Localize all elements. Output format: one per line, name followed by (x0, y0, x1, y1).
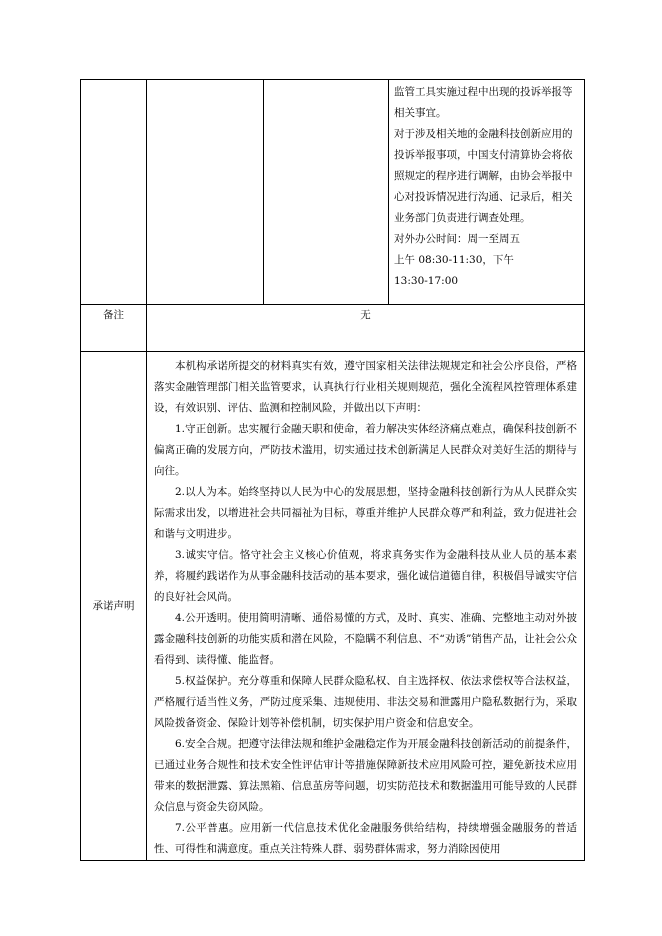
pledge-item: 1.守正创新。忠实履行金融天职和使命，着力解决实体经济痛点难点，确保科技创新不偏离正确的发展方向，严防技术滥用，切实通过技术创新满足人民群众对美好生活的期待与向往。 (154, 423, 577, 477)
pledge-content (147, 352, 585, 861)
contact-line: 监管工具实施过程中出现的投诉举报等相关事宜。 (394, 86, 573, 119)
pledge-item: 3.诚实守信。恪守社会主义核心价值观，将求真务实作为金融科技从业人员的基本素养，将履约践诺作为从事金融科技活动的基本要求，强化诚信道德自律，积极倡导诚实守信的良好社会风尚。 (154, 549, 577, 603)
pledge-item: 4.公开透明。使用简明清晰、通俗易懂的方式，及时、真实、准确、完整地主动对外披露金融科技创新的功能实质和潜在风险，不隐瞒不利信息、不“劝诱”销售产品，让社会公众看得到、读得懂、能监督。 (154, 612, 577, 666)
contact-line: 对于涉及相关地的金融科技创新应用的投诉举报事项，中国支付清算协会将依照规定的程序进行调解，由协会举报中心对投诉情况进行沟通、记录后，相关业务部门负责进行调查处理。 (394, 128, 573, 224)
empty-cell-2 (147, 80, 264, 305)
office-hours-afternoon: 13:30-17:00 (394, 275, 459, 287)
contact-row (81, 80, 585, 305)
declaration-table (80, 79, 585, 861)
empty-cell-3 (264, 80, 389, 305)
pledge-item: 7.公平普惠。应用新一代信息技术优化金融服务供给结构，持续增强金融服务的普适性、可得性和满意度。重点关注特殊人群、弱势群体需求，努力消除因使用 (154, 822, 577, 855)
contact-info-cell (389, 80, 585, 305)
remarks-value: 无 (147, 305, 585, 352)
pledge-item: 2.以人为本。始终坚持以人民为中心的发展思想，坚持金融科技创新行为从人民群众实际需求出发，以增进社会共同福祉为目标，尊重并维护人民群众尊严和利益，致力促进社会和谐与文明进步。 (154, 486, 577, 540)
remarks-row (81, 305, 585, 352)
pledge-item: 6.安全合规。把遵守法律法规和维护金融稳定作为开展金融科技创新活动的前提条件，已通过业务合规性和技术安全性评估审计等措施保障新技术应用风险可控，避免新技术应用带来的数据泄露、算法黑箱、信息茧房等问题，切实防范技术和数据滥用可能导致的人民群众信息与资金失窃风险。 (154, 738, 577, 813)
empty-cell-1 (81, 80, 147, 305)
pledge-label: 承诺声明 (81, 352, 147, 861)
pledge-row (81, 352, 585, 861)
pledge-intro: 本机构承诺所提交的材料真实有效，遵守国家相关法律法规规定和社会公序良俗，严格落实金融管理部门相关监管要求，认真执行行业相关规则规范，强化全流程风控管理体系建设，有效识别、评估、监测和控制风险，并做出以下声明： (154, 360, 577, 414)
office-hours-morning: 上午 08:30-11:30，下午 (394, 254, 514, 266)
remarks-label: 备注 (81, 305, 147, 352)
office-hours-label: 对外办公时间：周一至周五 (394, 233, 520, 245)
pledge-item: 5.权益保护。充分尊重和保障人民群众隐私权、自主选择权、依法求偿权等合法权益，严格履行适当性义务，严防过度采集、违规使用、非法交易和泄露用户隐私数据行为，采取风险拨备资金、保险计划等补偿机制，切实保护用户资金和信息安全。 (154, 675, 577, 729)
